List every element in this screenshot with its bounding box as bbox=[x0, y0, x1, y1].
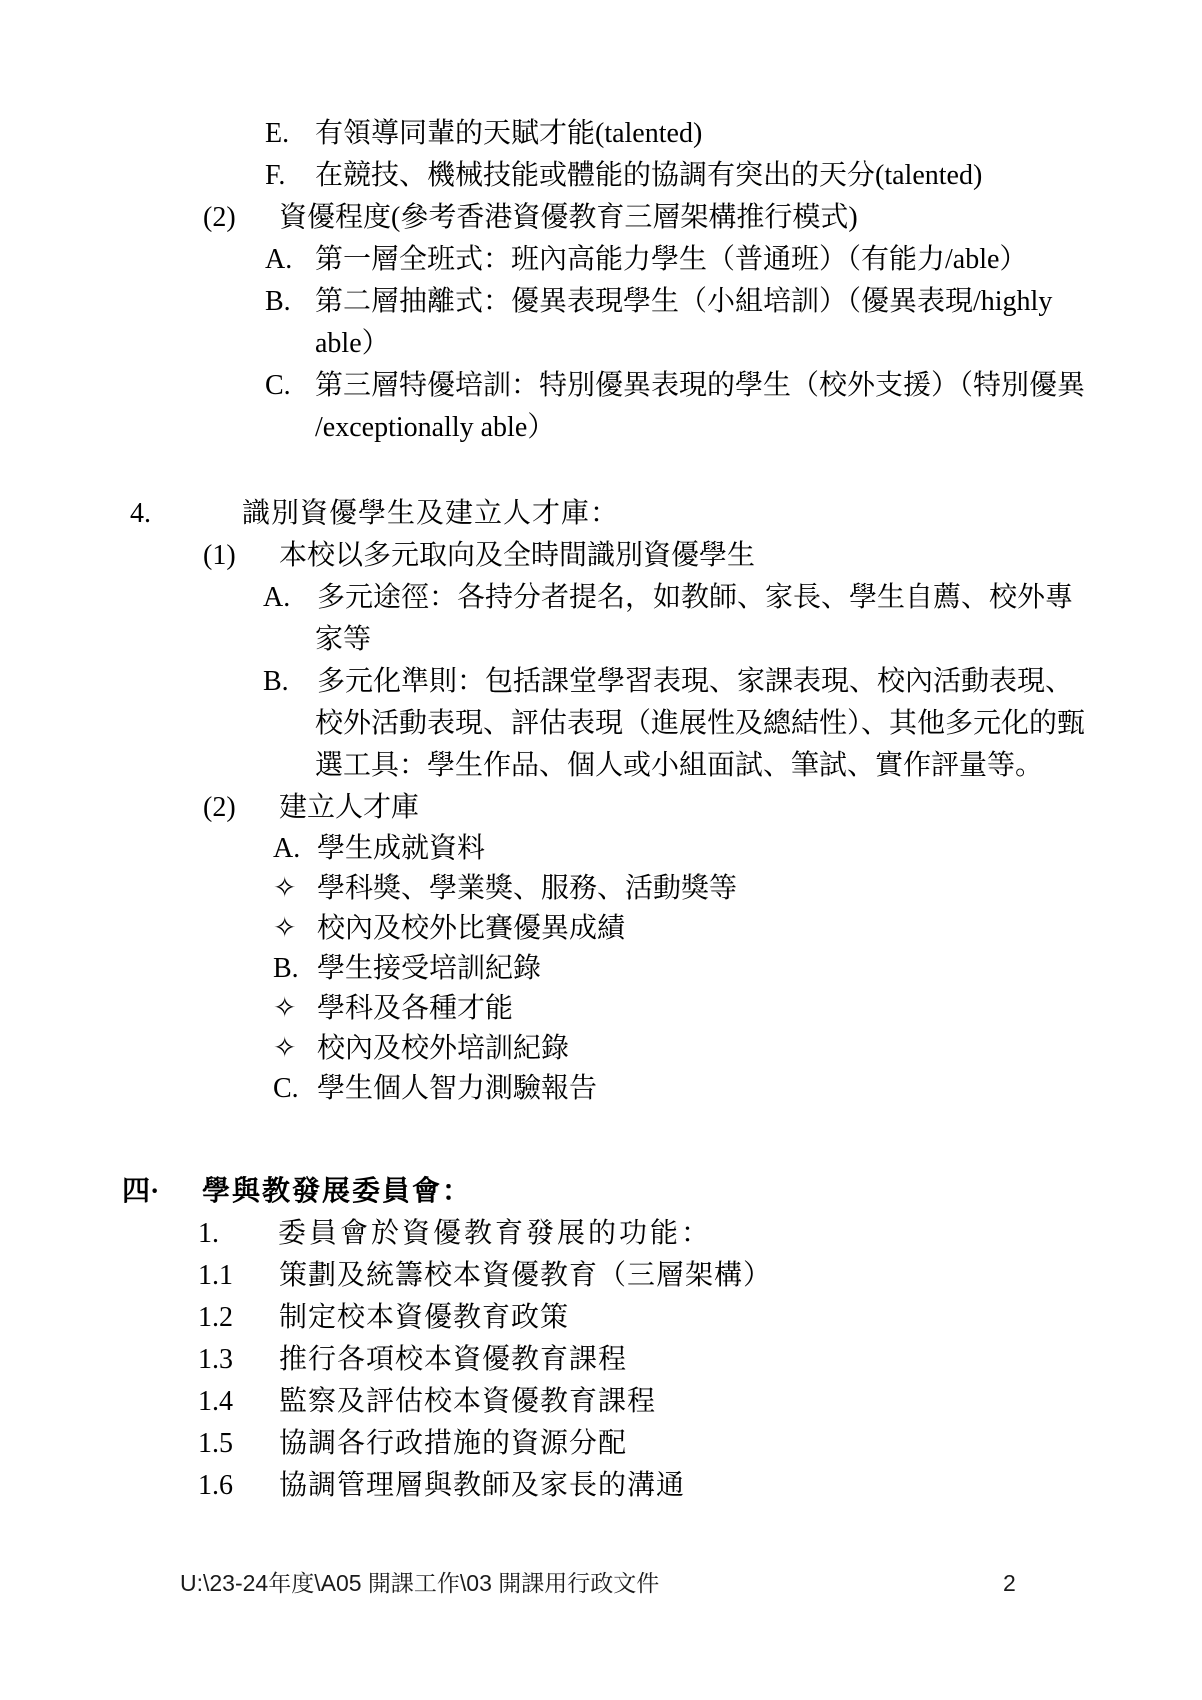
document-line bbox=[0, 949, 1202, 989]
line-text: 學科獎、學業獎、服務、活動獎等 bbox=[317, 873, 738, 904]
document-line bbox=[0, 323, 1202, 365]
document-line bbox=[0, 281, 1202, 323]
document-line bbox=[0, 909, 1202, 949]
document-line bbox=[0, 1029, 1202, 1069]
list-marker: B. bbox=[265, 286, 291, 317]
line-text: 學生成就資料 bbox=[317, 833, 486, 864]
list-marker: 1.4 bbox=[198, 1386, 233, 1417]
document-line bbox=[0, 493, 1202, 535]
line-text: 第二層抽離式：優異表現學生（小組培訓）（優異表現/highly bbox=[315, 286, 1053, 317]
line-text: 多元途徑：各持分者提名，如教師、家長、學生自薦、校外專 bbox=[317, 582, 1074, 613]
line-text: 協調管理層與教師及家長的溝通 bbox=[279, 1470, 686, 1501]
line-text: able） bbox=[315, 328, 390, 359]
line-text: 資優程度(參考香港資優教育三層架構推行模式) bbox=[279, 202, 858, 233]
document-line bbox=[0, 1069, 1202, 1109]
list-marker: 1.6 bbox=[198, 1470, 233, 1501]
line-text: 學與教發展委員會： bbox=[202, 1176, 473, 1207]
line-text: 校內及校外比賽優異成績 bbox=[317, 913, 626, 944]
document-line bbox=[0, 1381, 1202, 1423]
line-text: 推行各項校本資優教育課程 bbox=[279, 1344, 628, 1375]
document-line bbox=[0, 1171, 1202, 1213]
list-marker: 1.3 bbox=[198, 1344, 233, 1375]
list-marker: A. bbox=[265, 244, 293, 275]
line-text: 選工具：學生作品、個人或小組面試、筆試、實作評量等。 bbox=[315, 750, 1044, 781]
line-text: 學生個人智力測驗報告 bbox=[317, 1073, 598, 1104]
diamond-bullet-icon: ✧ bbox=[273, 873, 297, 904]
document-line bbox=[0, 661, 1202, 703]
line-text: 建立人才庫 bbox=[279, 792, 420, 823]
line-text: 本校以多元取向及全時間識別資優學生 bbox=[279, 540, 756, 571]
list-marker: F. bbox=[265, 160, 286, 191]
document-line bbox=[0, 1339, 1202, 1381]
list-marker: B. bbox=[263, 666, 289, 697]
document-line bbox=[0, 239, 1202, 281]
list-marker: (1) bbox=[203, 540, 236, 571]
line-text: 校內及校外培訓紀錄 bbox=[317, 1033, 570, 1064]
list-marker: C. bbox=[273, 1073, 299, 1104]
document-line bbox=[0, 113, 1202, 155]
document-line bbox=[0, 989, 1202, 1029]
diamond-bullet-icon: ✧ bbox=[273, 913, 297, 944]
document-line bbox=[0, 1423, 1202, 1465]
document-line bbox=[0, 535, 1202, 577]
document-body bbox=[0, 113, 1202, 1507]
document-line bbox=[0, 787, 1202, 829]
document-line bbox=[0, 407, 1202, 449]
list-marker: A. bbox=[273, 833, 301, 864]
line-text: 有領導同輩的天賦才能(talented) bbox=[315, 118, 703, 149]
document-line bbox=[0, 1213, 1202, 1255]
document-line bbox=[0, 197, 1202, 239]
list-marker: 1. bbox=[198, 1218, 219, 1249]
line-text: 識別資優學生及建立人才庫： bbox=[242, 498, 620, 529]
list-marker: C. bbox=[265, 370, 291, 401]
line-text: 監察及評估校本資優教育課程 bbox=[279, 1386, 657, 1417]
line-text: 委員會於資優教育發展的功能： bbox=[278, 1218, 713, 1249]
diamond-bullet-icon: ✧ bbox=[273, 993, 297, 1024]
footer-page-number: 2 bbox=[1003, 1570, 1016, 1596]
list-marker: 1.5 bbox=[198, 1428, 233, 1459]
line-text: 學科及各種才能 bbox=[317, 993, 514, 1024]
document-line bbox=[0, 869, 1202, 909]
line-text: 校外活動表現、評估表現（進展性及總結性）、其他多元化的甄 bbox=[315, 708, 1086, 739]
footer-file-path: U:\23-24年度\A05 開課工作\03 開課用行政文件 bbox=[180, 1570, 660, 1596]
list-marker: 1.2 bbox=[198, 1302, 233, 1333]
list-marker: 1.1 bbox=[198, 1260, 233, 1291]
line-text: 學生接受培訓紀錄 bbox=[317, 953, 542, 984]
line-text: 在競技、機械技能或體能的協調有突出的天分(talented) bbox=[315, 160, 983, 191]
document-line bbox=[0, 155, 1202, 197]
line-text: 家等 bbox=[315, 624, 372, 655]
list-marker: B. bbox=[273, 953, 299, 984]
line-text: 制定校本資優教育政策 bbox=[279, 1302, 570, 1333]
document-line bbox=[0, 703, 1202, 745]
document-line bbox=[0, 619, 1202, 661]
document-line bbox=[0, 745, 1202, 787]
line-text: 協調各行政措施的資源分配 bbox=[279, 1428, 628, 1459]
list-marker: 四· bbox=[122, 1176, 160, 1207]
list-marker: 4. bbox=[130, 498, 151, 529]
line-text: 第三層特優培訓：特別優異表現的學生（校外支援）（特別優異 bbox=[315, 370, 1086, 401]
line-text: 第一層全班式：班內高能力學生（普通班）（有能力/able） bbox=[315, 244, 1028, 275]
document-line bbox=[0, 365, 1202, 407]
list-marker: (2) bbox=[203, 792, 236, 823]
document-line bbox=[0, 1297, 1202, 1339]
line-text: /exceptionally able） bbox=[315, 412, 556, 443]
document-line bbox=[0, 829, 1202, 869]
line-text: 多元化準則：包括課堂學習表現、家課表現、校內活動表現、 bbox=[317, 666, 1074, 697]
list-marker: (2) bbox=[203, 202, 236, 233]
line-text: 策劃及統籌校本資優教育（三層架構） bbox=[279, 1260, 773, 1291]
list-marker: A. bbox=[263, 582, 291, 613]
diamond-bullet-icon: ✧ bbox=[273, 1033, 297, 1064]
list-marker: E. bbox=[265, 118, 290, 149]
document-line bbox=[0, 1465, 1202, 1507]
document-line bbox=[0, 577, 1202, 619]
document-line bbox=[0, 1255, 1202, 1297]
